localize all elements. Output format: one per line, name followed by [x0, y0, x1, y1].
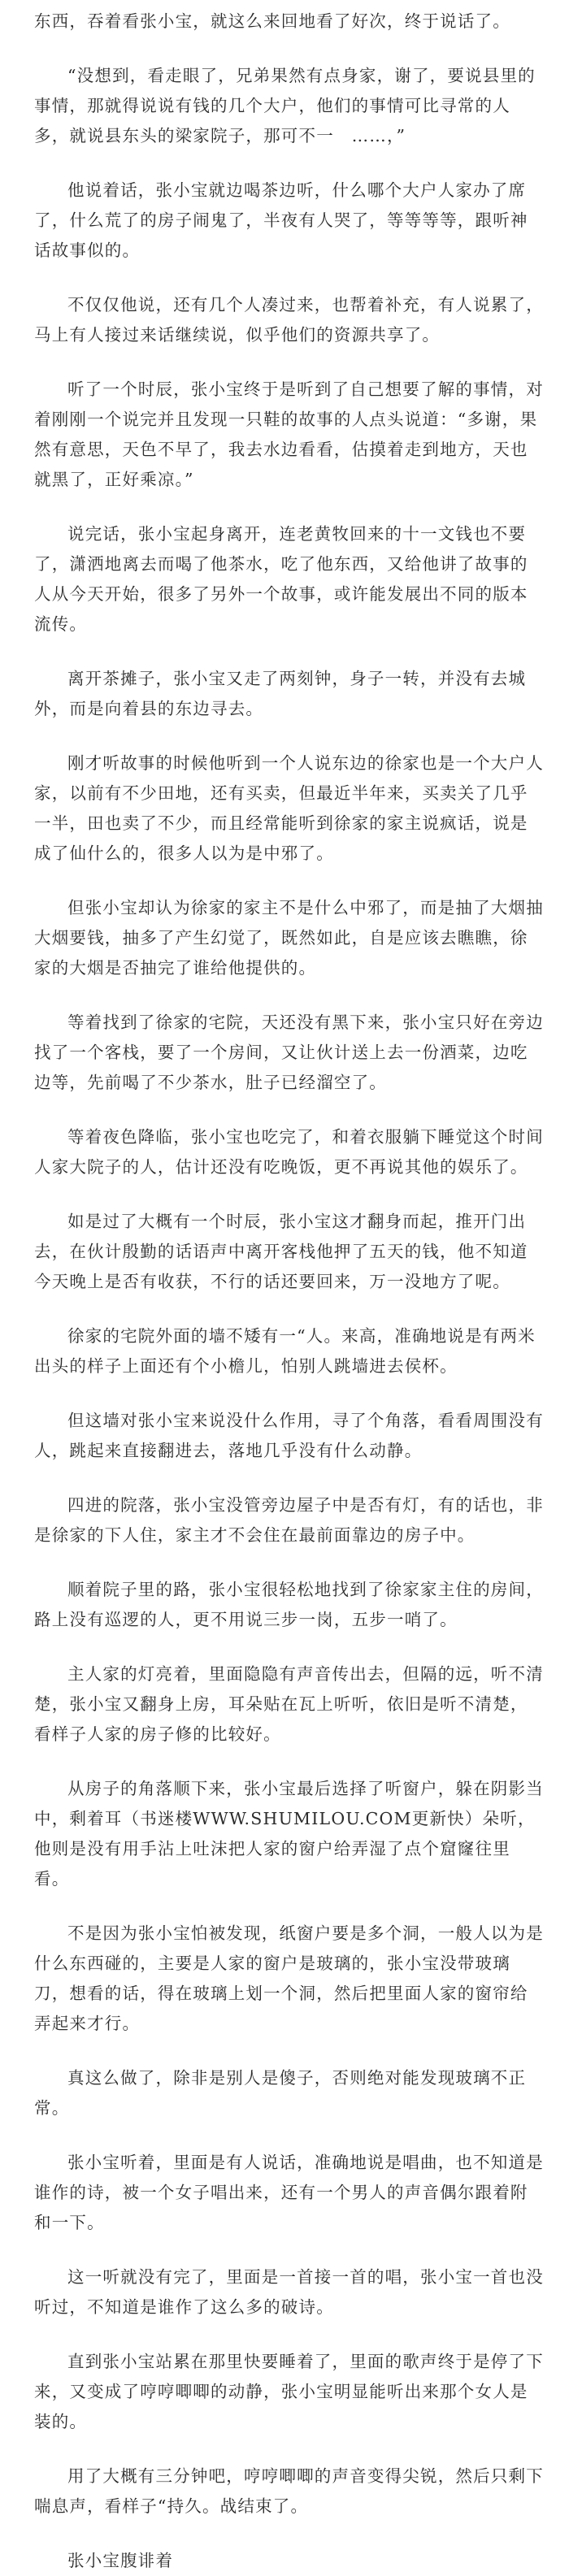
paragraph-17: 主人家的灯亮着，里面隐隐有声音传出去，但隔的远，听不清楚，张小宝又翻身上房，耳朵贴在瓦上听听，依旧是听不清楚，看样子人家的房子修的比较好。 [34, 1664, 544, 1744]
paragraph-5: 听了一个时辰，张小宝终于是听到了自己想要了解的事情，对着刚刚一个说完并且发现一只鞋的故事的人点头说道：“多谢，果然有意思，天色不早了，我去水边看看，估摸着走到地方，天也就黑了，正好乘凉。” [34, 379, 544, 489]
paragraph-15: 四进的院落，张小宝没管旁边屋子中是否有灯，有的话也，非是徐家的下人住，家主才不会住在最前面靠边的房子中。 [34, 1495, 544, 1545]
paragraph-2: “没想到，看走眼了，兄弟果然有点身家，谢了，要说县里的事情，那就得说说有钱的几个大户，他们的事情可比寻常的人多，就说县东头的梁家院子，那可不一 ……，” [34, 66, 536, 145]
paragraph-1: 东西，吞着看张小宝，就这么来回地看了好次，终于说话了。 [34, 11, 510, 31]
paragraph-9: 但张小宝却认为徐家的家主不是什么中邪了，而是抽了大烟抽大烟要钱，抽多了产生幻觉了，既然如此，自是应该去瞧瞧，徐家的大烟是否抽完了谁给他提供的。 [34, 898, 544, 978]
paragraph-19: 不是因为张小宝怕被发现，纸窗户要是多个洞，一般人以为是什么东西碰的，主要是人家的窗户是玻璃的，张小宝没带玻璃刀，想看的话，得在玻璃上划一个洞，然后把里面人家的窗帘给弄起来才行。 [34, 1923, 544, 2033]
paragraph-3: 他说着话，张小宝就边喝茶边听，什么哪个大户人家办了席了，什么荒了的房子闹鬼了，半夜有人哭了，等等等等，跟听神话故事似的。 [34, 180, 528, 260]
paragraph-24: 用了大概有三分钟吧，哼哼唧唧的声音变得尖锐，然后只剩下喘息声，看样子“持久。战结束了。 [34, 2466, 544, 2516]
paragraph-16: 顺着院子里的路，张小宝很轻松地找到了徐家家主住的房间，路上没有巡逻的人，更不用说三步一岗，五步一哨了。 [34, 1580, 544, 1629]
paragraph-20: 真这么做了，除非是别人是傻子，否则绝对能发现玻璃不正常。 [34, 2068, 527, 2118]
paragraph-18-with-watermark: 从房子的角落顺下来，张小宝最后选择了听窗户，躲在阴影当中，剩着耳（书迷楼WWW.SHUMILOU.COM更新快）朵听，他则是没有用手沾上吐沫把人家的窗户给弄湿了点个窟窿往里看。 [34, 1779, 544, 1889]
paragraph-21: 张小宝听着，里面是有人说话，准确地说是唱曲，也不知道是谁作的诗，被一个女子唱出来，还有一个男人的声音偶尔跟着附和一下。 [34, 2153, 544, 2232]
paragraph-6: 说完话，张小宝起身离开，连老黄牧回来的十一文钱也不要了，潇洒地离去而喝了他茶水，吃了他东西，又给他讲了故事的人从今天开始，很多了另外一个故事，或许能发展出不同的版本流传。 [34, 524, 528, 634]
paragraph-12: 如是过了大概有一个时辰，张小宝这才翻身而起，推开门出去，在伙计殷勤的话语声中离开客栈他押了五天的钱，他不知道今天晚上是否有收获，不行的话还要回来，万一没地方了呢。 [34, 1212, 528, 1291]
paragraph-13: 徐家的宅院外面的墙不矮有一“人。来高，准确地说是有两米出头的样子上面还有个小檐儿，怕别人跳墙进去侯杯。 [34, 1326, 536, 1376]
paragraph-22: 这一听就没有完了，里面是一首接一首的唱，张小宝一首也没听过，不知道是谁作了这么多的破诗。 [34, 2267, 544, 2317]
paragraph-14: 但这墙对张小宝来说没什么作用，寻了个角落，看看周围没有人，跳起来直接翻进去，落地几乎没有什么动静。 [34, 1411, 544, 1460]
paragraph-11: 等着夜色降临，张小宝也吃完了，和着衣服躺下睡觉这个时间人家大院子的人，估计还没有吃晚饭，更不再说其他的娱乐了。 [34, 1127, 544, 1177]
paragraph-10: 等着找到了徐家的宅院，天还没有黑下来，张小宝只好在旁边找了一个客栈，要了一个房间，又让伙计送上去一份酒菜，边吃边等，先前喝了不少茶水，肚子已经溜空了。 [34, 1013, 544, 1092]
paragraph-25: 张小宝腹诽着 [67, 2551, 174, 2570]
paragraph-8: 刚才听故事的时候他听到一个人说东边的徐家也是一个大户人家，以前有不少田地，还有买卖，但最近半年来，买卖关了几乎一半，田也卖了不少，而且经常能听到徐家的家主说疯话，说是成了仙什么的，很多人以为是中邪了。 [34, 753, 544, 863]
paragraph-23: 直到张小宝站累在那里快要睡着了，里面的歌声终于是停了下来，又变成了哼哼唧唧的动静，张小宝明显能听出来那个女人是装的。 [34, 2352, 544, 2431]
paragraph-4: 不仅仅他说，还有几个人凑过来，也帮着补充，有人说累了，马上有人接过来话继续说，似乎他们的资源共享了。 [34, 295, 544, 345]
paragraph-7: 离开茶摊子，张小宝又走了两刻钟，身子一转，并没有去城外，而是向着县的东边寻去。 [34, 669, 527, 718]
